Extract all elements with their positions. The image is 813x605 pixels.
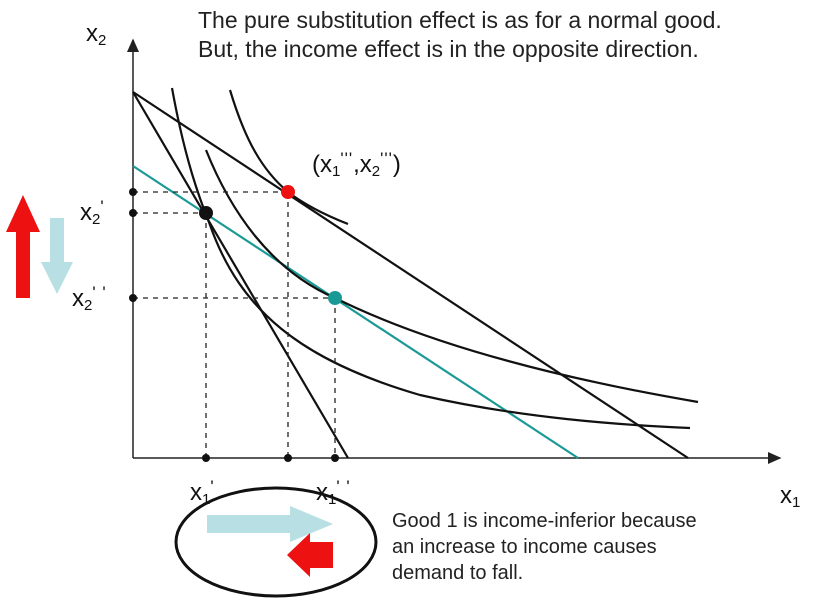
x-tick-label-double-prime <box>316 478 351 507</box>
explanation-text <box>392 508 697 586</box>
x-tick-label-prime <box>190 478 215 507</box>
substitution-effect-down-arrow <box>41 218 73 294</box>
x-tick-double-prime-base: x <box>316 479 328 506</box>
x-tick-double-prime-sub: 1 <box>328 491 337 508</box>
point-label-y-sub: 2 <box>371 163 381 180</box>
final-budget-line <box>133 92 688 458</box>
y-axis-label <box>86 22 106 48</box>
x-axis-label-base: x <box>780 482 792 509</box>
title-line-2: But, the income effect is in the opposite direction. <box>198 36 699 62</box>
y-axis-label-sub: 2 <box>98 32 107 49</box>
indifference-curve-initial <box>172 88 690 428</box>
point-label-open: ( <box>312 151 320 178</box>
initial-budget-line <box>133 92 348 458</box>
point-label-y-base: x <box>359 151 372 178</box>
x-tick-prime-base: x <box>190 479 202 506</box>
y-axis-label-base: x <box>86 20 98 47</box>
final-bundle-label <box>312 150 401 179</box>
x-axis-label-sub: 1 <box>792 494 801 511</box>
y-tick-prime-mark: ' <box>100 197 105 216</box>
tick-dot-x-final <box>284 454 292 462</box>
x-tick-double-prime-mark: ' ' <box>336 477 351 496</box>
point-label-close: ) <box>392 151 401 178</box>
explanation-line-3: demand to fall. <box>392 562 524 584</box>
tick-dot-x-prime <box>202 454 210 462</box>
initial-bundle-point <box>199 206 213 220</box>
tick-dot-y-prime <box>129 209 137 217</box>
point-label-comma: , <box>353 151 360 178</box>
point-label-x-sub: 1 <box>332 163 341 180</box>
substitution-effect-right-arrow <box>207 506 333 542</box>
tick-dot-y-double-prime <box>129 294 137 302</box>
compensated-bundle-point <box>328 291 342 305</box>
point-label-x-base: x <box>320 151 332 178</box>
final-bundle-point <box>281 185 295 199</box>
compensated-budget-line <box>133 166 578 458</box>
y-tick-double-prime-base: x <box>72 285 84 312</box>
diagram-title <box>198 6 722 64</box>
y-tick-double-prime-mark: ' ' <box>92 283 107 302</box>
point-label-x-prime: ''' <box>340 149 354 168</box>
tick-dot-x-double-prime <box>331 454 339 462</box>
y-tick-double-prime-sub: 2 <box>84 297 93 314</box>
y-tick-label-double-prime <box>72 284 107 313</box>
tick-dot-y-final <box>129 188 137 196</box>
x-axis-label <box>780 484 800 510</box>
explanation-line-1: Good 1 is income-inferior because <box>392 510 697 532</box>
title-line-1: The pure substitution effect is as for a normal good. <box>198 7 722 33</box>
x-tick-prime-mark: ' <box>210 477 215 496</box>
y-tick-prime-base: x <box>80 199 92 226</box>
y-tick-label-prime <box>80 198 105 227</box>
explanation-line-2: an increase to income causes <box>392 536 657 558</box>
income-effect-up-arrow <box>6 195 40 298</box>
x-tick-prime-sub: 1 <box>202 491 211 508</box>
y-tick-prime-sub: 2 <box>92 211 101 228</box>
point-label-y-prime: ''' <box>380 149 393 168</box>
